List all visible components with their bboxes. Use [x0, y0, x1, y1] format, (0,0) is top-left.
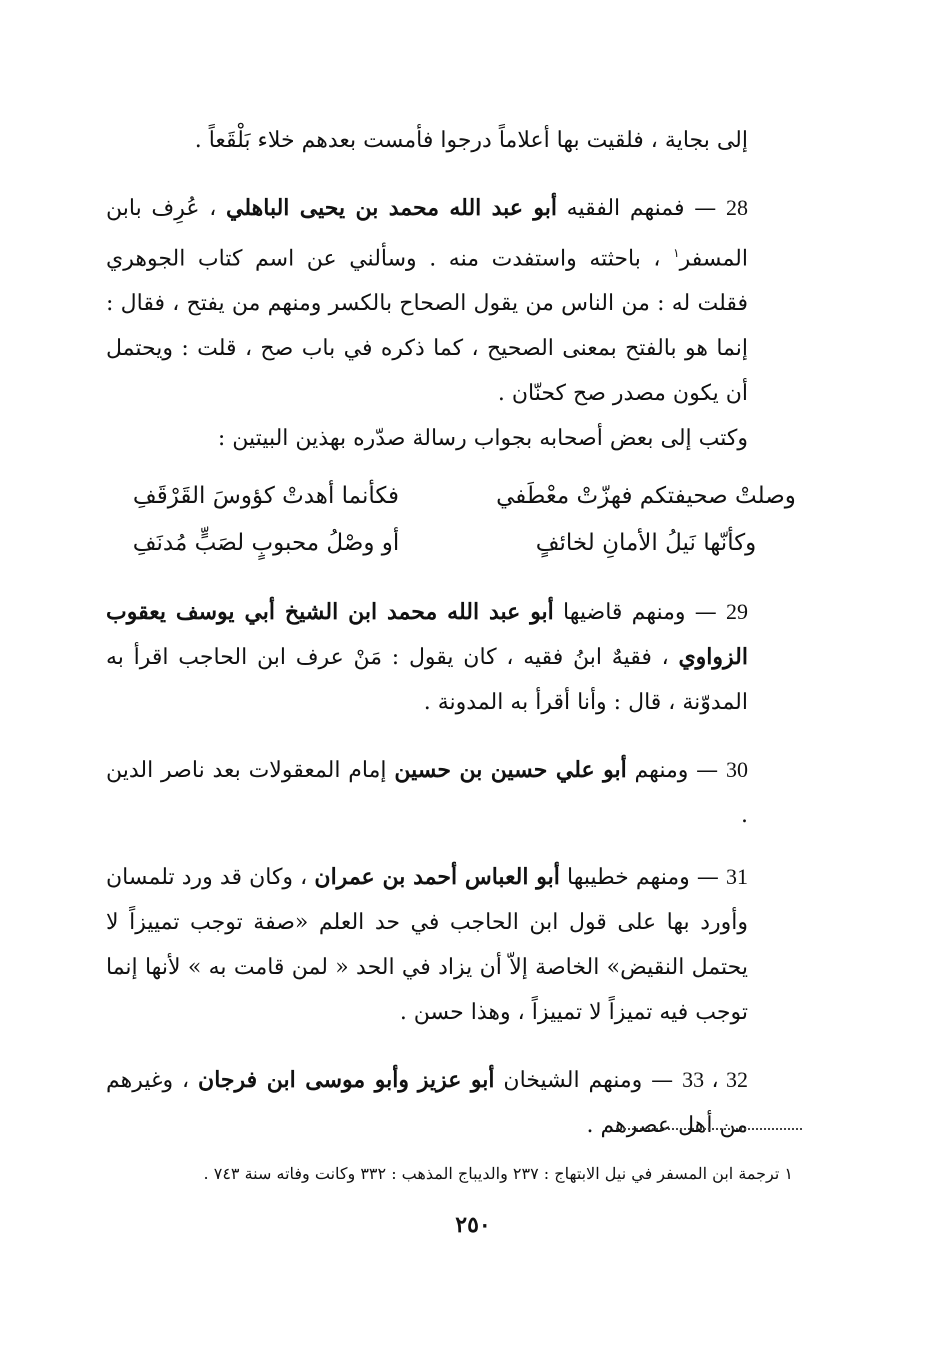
intro-paragraph [106, 118, 806, 163]
hemistich-right: وكأنّها نَيلُ الأمانِ لخائفٍ [535, 530, 757, 557]
page-body [106, 118, 806, 1148]
entry-number: 29 [726, 599, 748, 625]
entry-31 [106, 854, 806, 1035]
hemistich-left: أو وصْلُ محبوبٍ لصَبٍّ مُدنَفِ [132, 530, 400, 557]
verse-intro [106, 416, 806, 461]
entry-text: — ومنهم قاضيها [563, 600, 717, 626]
verse-line [106, 473, 806, 520]
entry-text: ، فقيهٌ ابنُ فقيه ، كان يقول : مَنْ عرف ابن الحاجب اقرأ به المدوّنة ، قال : وأنا أقرأ به المدونة . [106, 645, 748, 716]
footnote-divider [616, 1128, 802, 1130]
entry-text: ، وكان قد ورد تلمسان وأورد بها على قول ابن الحاجب في حد العلم «صفة توجب تمييزاً لا يحتمل النقيض» الخاصة إلاّ أن يزاد في الحد « لمن قامت به » لأنها إنما توجب فيه تميزاً لا تمييزاً ، وهذا حسن . [106, 865, 748, 1026]
person-name: أبو عبد الله محمد بن يحيى الباهلي [226, 195, 557, 221]
entry-text: — ومنهم الشيخان [503, 1068, 674, 1094]
entry-text: — فمنهم الفقيه [566, 196, 717, 221]
poem [106, 473, 806, 567]
hemistich-left: فكأنما أهدتْ كؤوسَ القَرْقَفِ [132, 483, 400, 510]
person-name: وأبو موسى ابن فرجان [198, 1067, 409, 1094]
person-name: أبو عبد الله محمد ابن الشيخ أبي يوسف يعقوب الزواوي [106, 599, 748, 671]
person-name: أبو عزيز [417, 1067, 495, 1094]
entry-32-33 [106, 1057, 806, 1148]
entry-text: ، باحثته واستفدت منه . وسألني عن اسم كتاب الجوهري فقلت له : من الناس من يقول الصحاح بالكسر ومنهم من يفتح ، فقال : إنما هو بالفتح بمعنى الصحيح ، كما ذكره في باب صح ، قلت : ويحتمل أن يكون مصدر صح كحنّان . [106, 246, 748, 407]
entry-text: ، وغيرهم من أهل عصرهم . [106, 1068, 748, 1139]
entry-text: ، عُرِف بابن المسفر [106, 196, 748, 272]
entry-text: — ومنهم خطيبها [567, 865, 719, 891]
hemistich-right: وصلتْ صحيفتكم فهزّتْ معْطَفي [496, 483, 796, 510]
entry-30 [106, 747, 806, 838]
footnote [93, 1160, 793, 1188]
entry-number: 30 [726, 757, 748, 783]
person-name: أبو علي حسين بن حسين [394, 757, 627, 784]
footnote-marker: ١ [673, 246, 680, 260]
verse-line [106, 520, 806, 567]
verse-intro-text: وكتب إلى بعض أصحابه بجواب رسالة صدّره بهذين البيتين : [217, 426, 748, 452]
entry-number: 31 [725, 864, 748, 890]
intro-text: إلى بجاية ، فلقيت بها أعلاماً درجوا فأمست بعدهم خلاء بَلْقَعاً . [194, 128, 748, 153]
entry-number: 28 [725, 195, 748, 220]
entry-number: 32 ، 33 [682, 1067, 748, 1093]
person-name: أبو العباس أحمد بن عمران [314, 864, 560, 891]
page-number: ٢٥٠ [455, 1212, 491, 1238]
entry-29 [106, 589, 806, 725]
entry-text: — ومنهم [634, 758, 719, 784]
footnote-text: ١ ترجمة ابن المسفر في نيل الابتهاج : ٢٣٧ والديباج المذهب : ٣٣٢ وكانت وفاته سنة ٧٤٣ . [203, 1164, 793, 1183]
entry-28 [106, 185, 806, 416]
entry-text: إمام المعقولات بعد ناصر الدين . [106, 758, 748, 829]
